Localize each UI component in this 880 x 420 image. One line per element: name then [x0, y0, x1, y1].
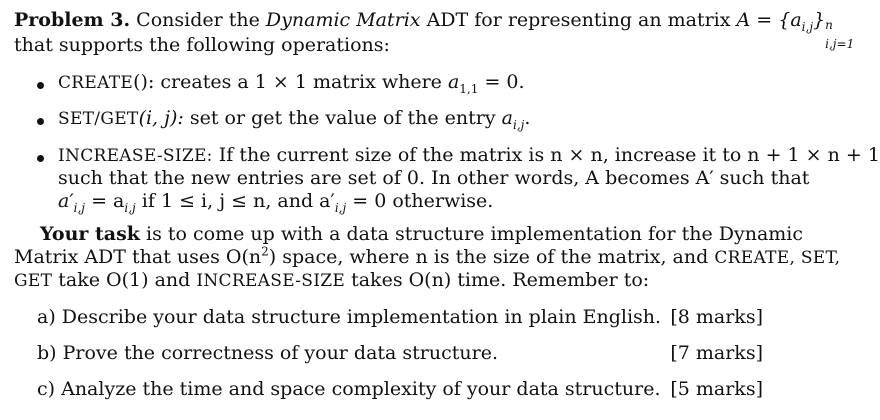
operation-increase-line1: [58, 143, 880, 168]
op-setget-expr-tail: .: [524, 107, 531, 129]
bullet-create: [37, 82, 44, 89]
intro-text-a: Consider the: [136, 9, 260, 31]
matrix-expr-lower: i,j=1: [825, 37, 855, 51]
op-setget-desc: set or get the value of the entry: [189, 107, 496, 129]
matrix-expr-main: A = {a: [736, 9, 802, 31]
task-line3-a: take O(1) and: [58, 269, 191, 291]
task-line2-ops: CREATE, SET,: [714, 248, 841, 268]
op-increase-eq: = a: [91, 190, 125, 212]
op-increase-a-prime-sub: i,j: [73, 200, 86, 215]
op-create-desc: creates a 1 × 1 matrix where: [160, 71, 442, 93]
matrix-expression: [736, 9, 855, 51]
task-line2-sup: 2: [261, 244, 269, 259]
matrix-expr-close: }: [813, 9, 826, 31]
op-increase-name: INCREASE-SIZE:: [58, 146, 213, 166]
question-b-marks: [7 marks]: [670, 342, 763, 364]
op-increase-eq-sub: i,j: [124, 200, 136, 215]
operation-increase-line2: such that the new entries are set of 0. In other words, A becomes A′ such that: [58, 167, 810, 189]
op-create-signature: ():: [133, 71, 155, 93]
task-line2-b: ) space, where n is the size of the matrix, and: [268, 246, 709, 268]
task-lead: Your task: [40, 223, 140, 245]
question-a-marks: [8 marks]: [670, 306, 763, 328]
op-increase-cond-sub: i,j: [334, 200, 347, 215]
problem-label: Problem 3.: [14, 9, 131, 31]
task-line1: [40, 222, 803, 246]
matrix-expr-sub: i,j: [801, 19, 814, 34]
bullet-increase-size: [37, 155, 44, 162]
question-c: c) Analyze the time and space complexity of your data structure.: [37, 378, 661, 400]
task-line1-rest: is to come up with a data structure implementation for the Dynamic: [146, 223, 804, 245]
intro-text-b: ADT for representing an matrix: [426, 9, 731, 31]
question-a: a) Describe your data structure implementation in plain English.: [37, 306, 662, 328]
op-create-name: CREATE: [58, 73, 134, 93]
op-create-expr-tail: = 0.: [484, 71, 525, 93]
op-setget-signature: (i, j):: [138, 107, 184, 129]
op-create-expr: a: [447, 71, 460, 93]
question-b: b) Prove the correctness of your data structure.: [37, 342, 499, 364]
task-line3-increase: INCREASE-SIZE: [196, 271, 346, 291]
problem-statement-line2: that supports the following operations:: [14, 34, 390, 56]
op-setget-expr: a: [501, 107, 513, 129]
question-c-marks: [5 marks]: [670, 378, 763, 400]
task-line3-get: GET: [14, 271, 53, 291]
operation-create: [58, 70, 525, 95]
operation-increase-line3: [58, 189, 493, 213]
task-line2-a: Matrix ADT that uses O(n: [14, 246, 262, 268]
op-increase-cond: if 1 ≤ i, j ≤ n, and a′: [141, 190, 335, 212]
matrix-expr-sup: n: [825, 18, 833, 32]
op-setget-name: SET/GET: [58, 109, 139, 129]
op-create-expr-sub: 1,1: [459, 81, 479, 96]
task-line2: [14, 245, 840, 270]
op-increase-otherwise: = 0 otherwise.: [352, 190, 494, 212]
task-line3: [14, 268, 649, 293]
adt-name: Dynamic Matrix: [265, 9, 421, 31]
op-increase-line1: If the current size of the matrix is n × n, increase it to n + 1 × n + 1: [218, 144, 880, 166]
op-increase-a-prime: a′: [58, 190, 74, 212]
operation-setget: [58, 106, 530, 131]
task-line3-b: takes O(n) time. Remember to:: [351, 269, 650, 291]
bullet-setget: [37, 118, 44, 125]
op-setget-expr-sub: i,j: [513, 117, 525, 132]
